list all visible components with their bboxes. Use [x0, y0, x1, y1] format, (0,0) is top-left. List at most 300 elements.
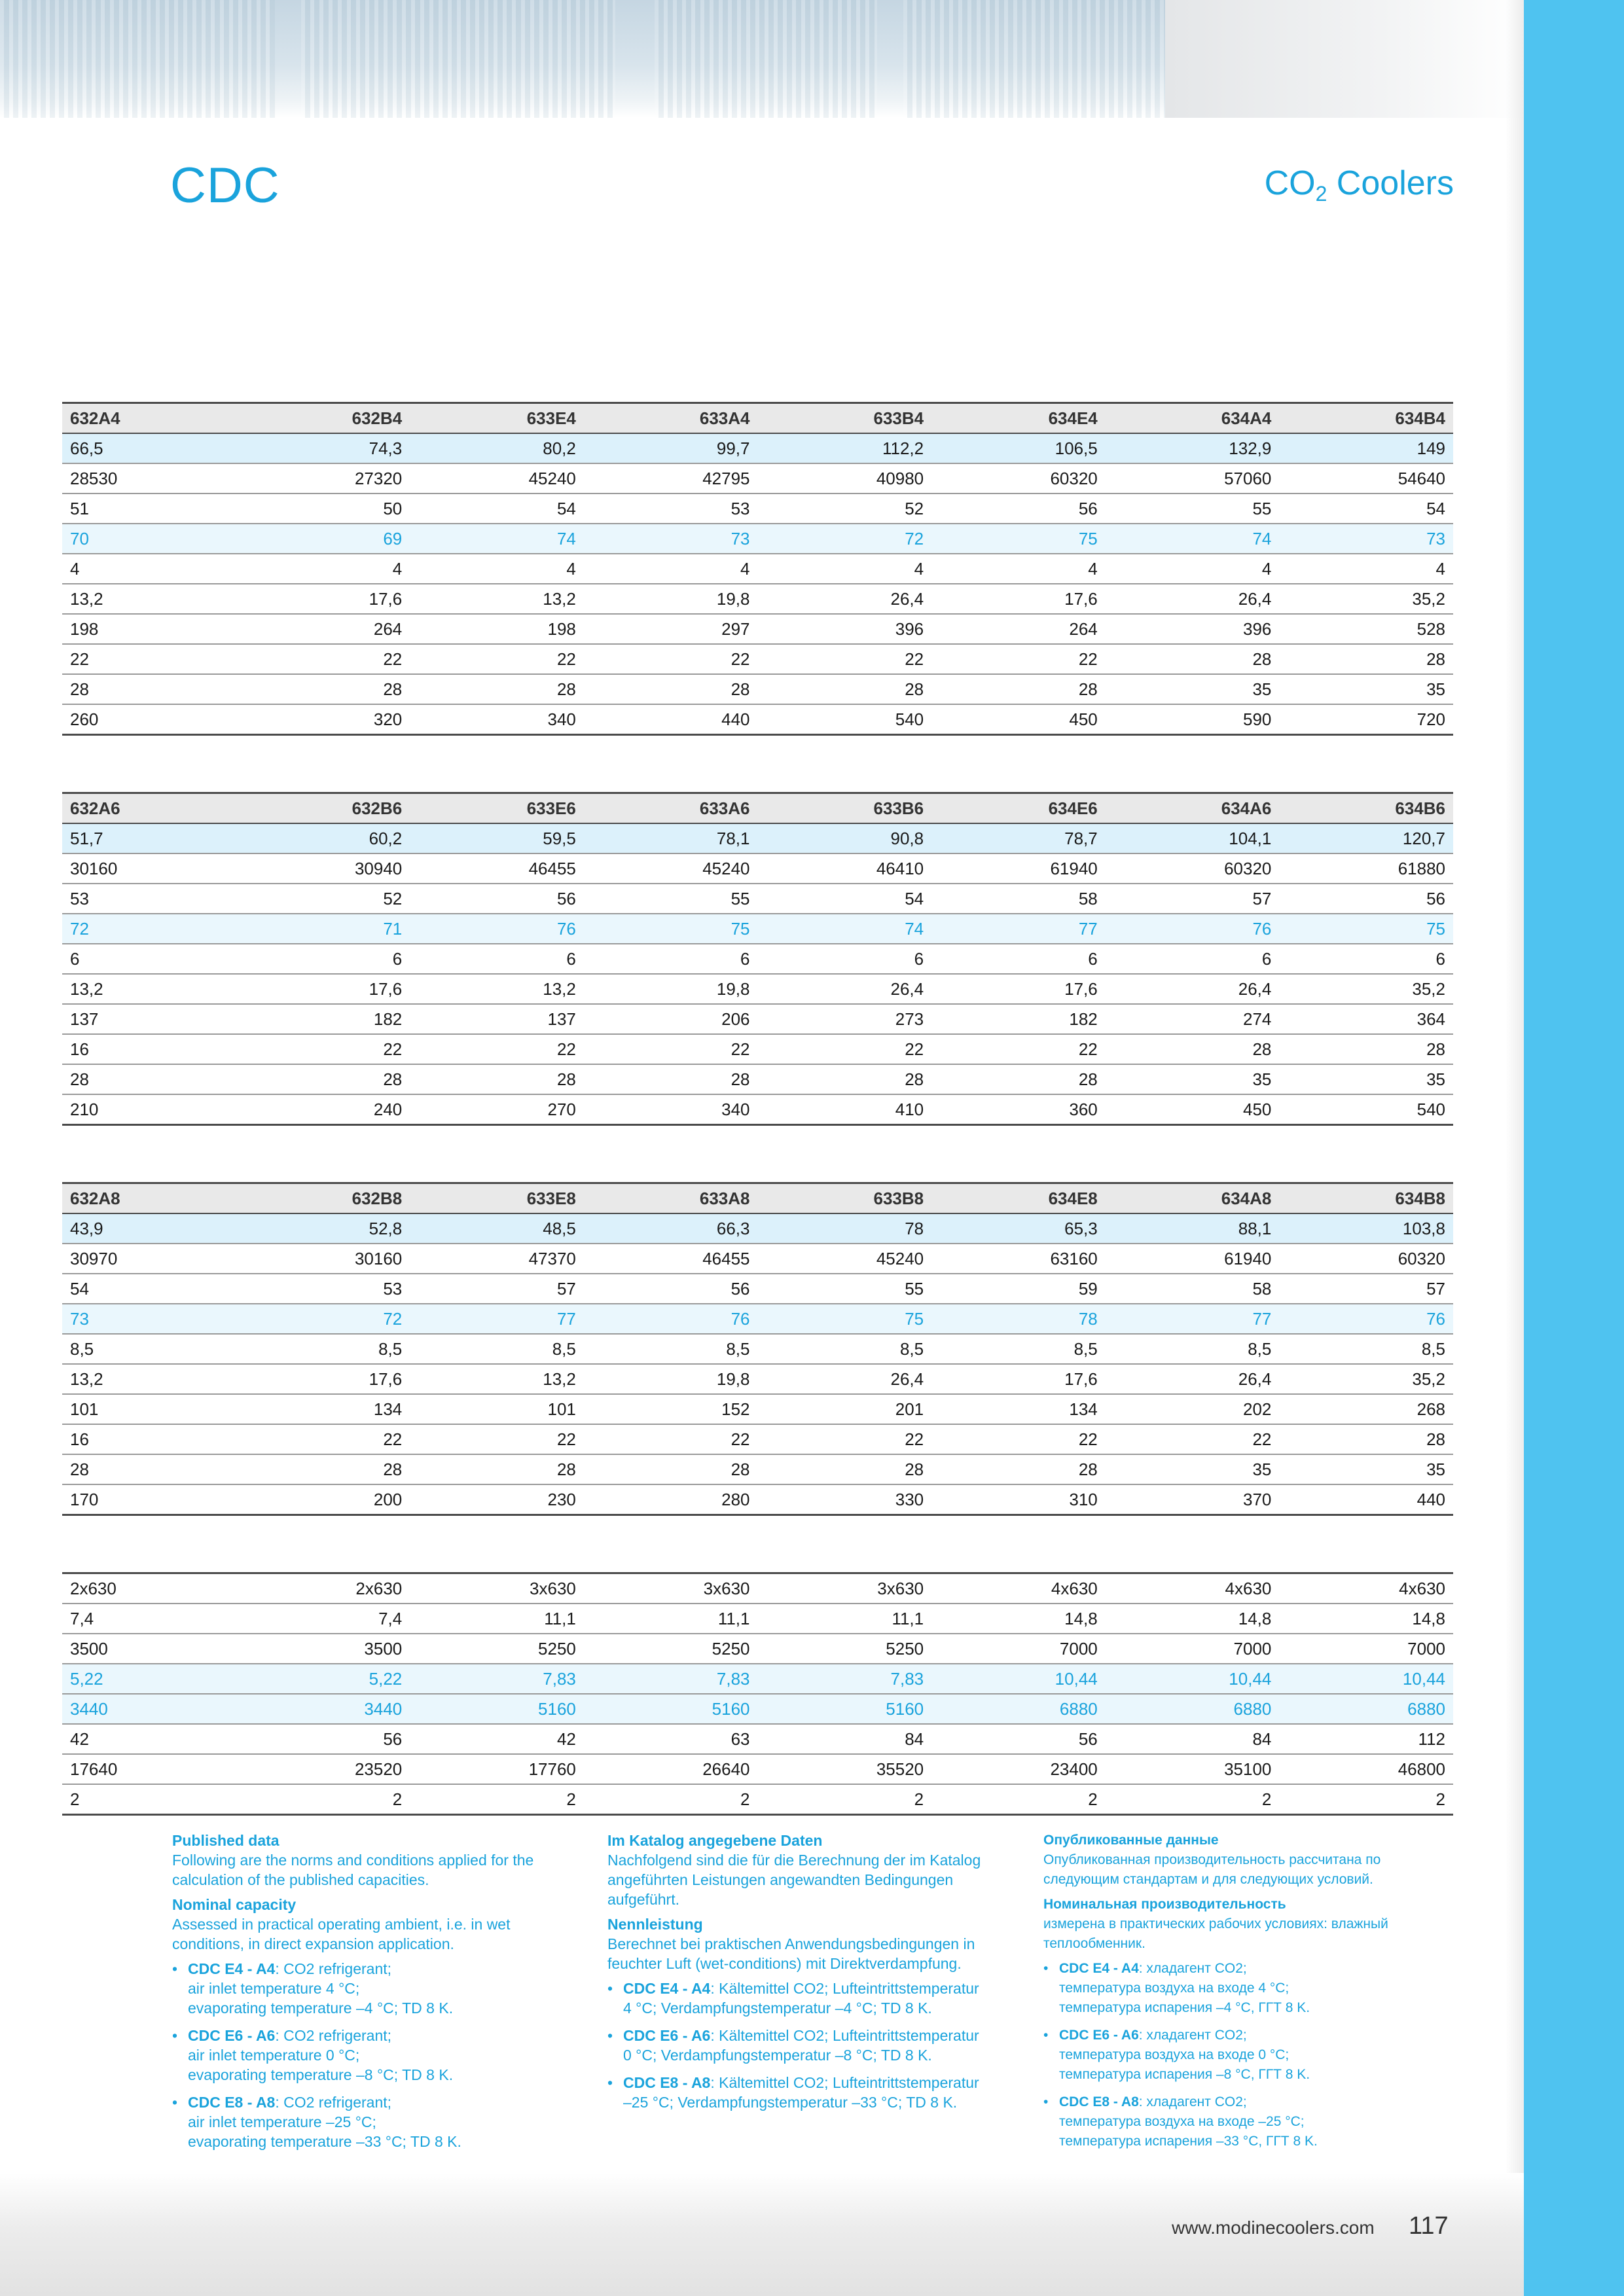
table-cell: 634B4	[1279, 403, 1453, 434]
notes-text: Following are the norms and conditions applied for the calculation of the published capacities.	[172, 1852, 534, 1888]
notes-russian	[1043, 1831, 1449, 2159]
table-cell: 10,44	[1106, 1664, 1280, 1694]
table-cell: 35	[1279, 1064, 1453, 1094]
right-side-band	[1524, 0, 1624, 2296]
table-cell: 74	[758, 914, 932, 944]
table-cell: 634A6	[1106, 793, 1280, 824]
header-photo-band	[0, 0, 1165, 118]
table-cell: 633B6	[758, 793, 932, 824]
header-photo-1	[0, 0, 275, 118]
table-cell: 633B8	[758, 1183, 932, 1214]
table-cell: 5250	[758, 1634, 932, 1664]
table-cell: 48,5	[410, 1213, 584, 1244]
table-cell: 78,1	[584, 823, 758, 853]
table-cell: 28	[758, 1454, 932, 1484]
notes-text: Nachfolgend sind die für die Berechnung der im Katalog angeführten Leistungen angewandten Bedingungen aufgeführt.	[607, 1852, 981, 1908]
table-cell: 450	[1106, 1094, 1280, 1125]
table-row	[62, 704, 1453, 735]
table-cell: 260	[62, 704, 236, 735]
table-cell: 101	[410, 1394, 584, 1424]
table-cell: 5160	[410, 1694, 584, 1724]
notes-item: • CDC E6 - A6: Kältemittel CO2; Lufteintrittstemperatur 0 °C; Verdampfungstemperatur –8 °C; TD 8 K.	[607, 2026, 1013, 2065]
right-band-shadow	[1506, 0, 1524, 2296]
table-cell: 57060	[1106, 463, 1280, 493]
table-cell: 634E4	[931, 403, 1106, 434]
table-cell: 28530	[62, 463, 236, 493]
table-cell: 2	[584, 1784, 758, 1815]
table-cell: 61940	[931, 853, 1106, 884]
table-cell: 634B8	[1279, 1183, 1453, 1214]
table-cell: 5250	[584, 1634, 758, 1664]
table-cell: 42	[62, 1724, 236, 1754]
table-cell: 340	[410, 704, 584, 735]
table-cell: 440	[584, 704, 758, 735]
table-cell: 8,5	[584, 1334, 758, 1364]
table-cell: 590	[1106, 704, 1280, 735]
table-cell: 528	[1279, 614, 1453, 644]
table-row	[62, 884, 1453, 914]
table-cell: 132,9	[1106, 433, 1280, 463]
table-cell: 22	[931, 644, 1106, 674]
table-cell: 149	[1279, 433, 1453, 463]
table-cell: 14,8	[1279, 1604, 1453, 1634]
table-cell: 35	[1279, 674, 1453, 704]
table-cell: 3x630	[410, 1573, 584, 1604]
table-cell: 7000	[1279, 1634, 1453, 1664]
table-cell: 5160	[758, 1694, 932, 1724]
table-cell: 633A6	[584, 793, 758, 824]
table-cell: 63160	[931, 1244, 1106, 1274]
table-row	[62, 463, 1453, 493]
table-cell: 632A8	[62, 1183, 236, 1214]
notes-list	[1043, 1959, 1449, 2151]
table-cell: 46455	[584, 1244, 758, 1274]
table-cell: 46455	[410, 853, 584, 884]
table-cell: 17640	[62, 1754, 236, 1784]
table-cell: 4x630	[931, 1573, 1106, 1604]
table-row	[62, 853, 1453, 884]
table-cell: 106,5	[931, 433, 1106, 463]
table-cell: 370	[1106, 1484, 1280, 1515]
table-row	[62, 524, 1453, 554]
table-cell: 6	[236, 944, 410, 974]
table-cell: 28	[62, 1064, 236, 1094]
table-cell: 30160	[236, 1244, 410, 1274]
table-cell: 43,9	[62, 1213, 236, 1244]
table-cell: 6	[758, 944, 932, 974]
table-cell: 28	[1279, 1034, 1453, 1064]
table-cell: 14,8	[1106, 1604, 1280, 1634]
table-cell: 540	[1279, 1094, 1453, 1125]
footer-url[interactable]: www.modinecoolers.com	[1172, 2217, 1375, 2238]
table-cell: 28	[410, 1454, 584, 1484]
table-cell: 35	[1279, 1454, 1453, 1484]
table-cell: 22	[584, 1424, 758, 1454]
notes-item: • CDC E8 - A8: CO2 refrigerant; air inlet temperature –25 °C; evaporating temperature –33 °C; TD 8 K.	[172, 2092, 578, 2151]
table-cell: 76	[1279, 1304, 1453, 1334]
table-cell: 6	[410, 944, 584, 974]
table-row	[62, 674, 1453, 704]
table-cell: 73	[1279, 524, 1453, 554]
table-row	[62, 644, 1453, 674]
table-cell: 230	[410, 1484, 584, 1515]
table-cell: 14,8	[931, 1604, 1106, 1634]
table-cell: 360	[931, 1094, 1106, 1125]
table-cell: 4	[62, 554, 236, 584]
table-cell: 7,83	[410, 1664, 584, 1694]
table-cell: 76	[1106, 914, 1280, 944]
table-cell: 13,2	[62, 1364, 236, 1394]
table-cell: 134	[931, 1394, 1106, 1424]
table-cell: 13,2	[62, 584, 236, 614]
table-cell: 46800	[1279, 1754, 1453, 1784]
table-cell: 6880	[1106, 1694, 1280, 1724]
table-cell: 52	[236, 884, 410, 914]
notes-english	[172, 1831, 578, 2159]
notes-item: • CDC E8 - A8: хладагент CO2; температура воздуха на входе –25 °C; температура испарения –33 °C, ГГТ 8 K.	[1043, 2092, 1449, 2151]
table-cell: 2	[758, 1784, 932, 1815]
table-cell: 80,2	[410, 433, 584, 463]
table-row	[62, 1454, 1453, 1484]
header-photo-4	[903, 0, 1165, 118]
table-cell: 46410	[758, 853, 932, 884]
notes-german	[607, 1831, 1013, 2120]
table-cell: 72	[62, 914, 236, 944]
table-cell: 61880	[1279, 853, 1453, 884]
table-cell: 633E8	[410, 1183, 584, 1214]
table-cell: 3440	[62, 1694, 236, 1724]
table-cell: 26,4	[758, 584, 932, 614]
table-row	[62, 1784, 1453, 1815]
table-cell: 35,2	[1279, 1364, 1453, 1394]
table-cell: 634A4	[1106, 403, 1280, 434]
table-cell: 77	[410, 1304, 584, 1334]
table-row	[62, 1064, 1453, 1094]
table-cell: 28	[236, 1064, 410, 1094]
table-cell: 11,1	[758, 1604, 932, 1634]
table-cell: 4	[584, 554, 758, 584]
table-cell: 6	[1106, 944, 1280, 974]
table-cell: 4x630	[1279, 1573, 1453, 1604]
table-cell: 90,8	[758, 823, 932, 853]
table-cell: 182	[236, 1004, 410, 1034]
table-row	[62, 1634, 1453, 1664]
table-cell: 45240	[584, 853, 758, 884]
table-row	[62, 554, 1453, 584]
table-cell: 2	[1106, 1784, 1280, 1815]
table-cell: 297	[584, 614, 758, 644]
table-cell: 28	[236, 674, 410, 704]
table-cell: 26,4	[1106, 974, 1280, 1004]
table-header-row	[62, 793, 1453, 824]
table-cell: 45240	[410, 463, 584, 493]
table-cell: 633E4	[410, 403, 584, 434]
table-cell: 30970	[62, 1244, 236, 1274]
table-cell: 7,83	[758, 1664, 932, 1694]
table-cell: 35	[1106, 674, 1280, 704]
table-row	[62, 1094, 1453, 1125]
table-cell: 10,44	[931, 1664, 1106, 1694]
table-cell: 73	[62, 1304, 236, 1334]
table-cell: 103,8	[1279, 1213, 1453, 1244]
table-cell: 17,6	[931, 974, 1106, 1004]
table-cell: 280	[584, 1484, 758, 1515]
table-cell: 410	[758, 1094, 932, 1125]
table-cell: 42795	[584, 463, 758, 493]
table-row	[62, 1724, 1453, 1754]
table-row	[62, 974, 1453, 1004]
table-cell: 198	[62, 614, 236, 644]
table-cell: 65,3	[931, 1213, 1106, 1244]
table-cell: 58	[1106, 1274, 1280, 1304]
table-cell: 633B4	[758, 403, 932, 434]
table-cell: 5250	[410, 1634, 584, 1664]
table-cell: 59	[931, 1274, 1106, 1304]
table-cell: 450	[931, 704, 1106, 735]
table-cell: 61940	[1106, 1244, 1280, 1274]
table-row	[62, 614, 1453, 644]
table-cell: 8,5	[931, 1334, 1106, 1364]
table-row	[62, 1604, 1453, 1634]
table-row	[62, 1573, 1453, 1604]
table-cell: 320	[236, 704, 410, 735]
table-cell: 270	[410, 1094, 584, 1125]
table-row	[62, 823, 1453, 853]
table-cell: 63	[584, 1724, 758, 1754]
table-row	[62, 493, 1453, 524]
table-cell: 274	[1106, 1004, 1280, 1034]
table-cell: 77	[1106, 1304, 1280, 1334]
table-cell: 26,4	[1106, 1364, 1280, 1394]
notes-heading: Published data	[172, 1832, 280, 1849]
table-cell: 58	[931, 884, 1106, 914]
table-row	[62, 914, 1453, 944]
table-cell: 396	[1106, 614, 1280, 644]
table-cell: 26,4	[1106, 584, 1280, 614]
table-cell: 26,4	[758, 1364, 932, 1394]
table-row	[62, 1334, 1453, 1364]
table-cell: 22	[410, 1424, 584, 1454]
table-cell: 201	[758, 1394, 932, 1424]
table-cell: 2	[236, 1784, 410, 1815]
header-photo-2	[301, 0, 615, 118]
table-cell: 22	[62, 644, 236, 674]
table-cell: 35	[1106, 1064, 1280, 1094]
table-cell: 6	[62, 944, 236, 974]
notes-item: • CDC E8 - A8: Kältemittel CO2; Lufteintrittstemperatur –25 °C; Verdampfungstemperatur –33 °C; TD 8 K.	[607, 2073, 1013, 2112]
notes-heading: Номинальная производительность	[1043, 1897, 1286, 1912]
table-cell: 30940	[236, 853, 410, 884]
table-cell: 4	[1106, 554, 1280, 584]
notes-heading: Nominal capacity	[172, 1896, 297, 1913]
table-cell: 22	[931, 1424, 1106, 1454]
notes-item: • CDC E4 - A4: CO2 refrigerant; air inlet temperature 4 °C; evaporating temperature –4 °C; TD 8 K.	[172, 1959, 578, 2018]
table-cell: 137	[62, 1004, 236, 1034]
table-cell: 182	[931, 1004, 1106, 1034]
table-cell: 720	[1279, 704, 1453, 735]
table-cell: 4	[931, 554, 1106, 584]
table-cell: 35	[1106, 1454, 1280, 1484]
table-cell: 51	[62, 493, 236, 524]
table-cell: 6	[584, 944, 758, 974]
table-cell: 340	[584, 1094, 758, 1125]
table-cell: 120,7	[1279, 823, 1453, 853]
table-cell: 2	[1279, 1784, 1453, 1815]
table-cell: 54	[758, 884, 932, 914]
table-cell: 17,6	[236, 584, 410, 614]
table-cell: 53	[236, 1274, 410, 1304]
table-cell: 28	[62, 1454, 236, 1484]
table-cell: 56	[931, 1724, 1106, 1754]
table-cell: 104,1	[1106, 823, 1280, 853]
table-row	[62, 1664, 1453, 1694]
table-cell: 22	[410, 644, 584, 674]
table-row	[62, 1213, 1453, 1244]
table-cell: 75	[1279, 914, 1453, 944]
table-cell: 75	[758, 1304, 932, 1334]
table-cell: 35100	[1106, 1754, 1280, 1784]
table-cell: 28	[1106, 644, 1280, 674]
notes-text: измерена в практических рабочих условиях: влажный теплообменник.	[1043, 1916, 1388, 1951]
table-cell: 28	[584, 1454, 758, 1484]
notes-list	[172, 1959, 578, 2151]
table-cell: 69	[236, 524, 410, 554]
table-cell: 28	[931, 1064, 1106, 1094]
table-cell: 13,2	[410, 974, 584, 1004]
table-cell: 6	[1279, 944, 1453, 974]
table-cell: 76	[584, 1304, 758, 1334]
table-cell: 19,8	[584, 1364, 758, 1394]
table-cell: 16	[62, 1424, 236, 1454]
page-number: 117	[1409, 2212, 1449, 2240]
table-cell: 66,5	[62, 433, 236, 463]
table-cell: 198	[410, 614, 584, 644]
table-cell: 66,3	[584, 1213, 758, 1244]
notes-text: Assessed in practical operating ambient, i.e. in wet conditions, in direct expansion application.	[172, 1916, 511, 1952]
table-cell: 3440	[236, 1694, 410, 1724]
table-cell: 28	[584, 674, 758, 704]
table-cell: 17,6	[931, 584, 1106, 614]
header-fade	[1165, 0, 1525, 118]
table-cell: 5160	[584, 1694, 758, 1724]
table-cell: 28	[62, 674, 236, 704]
table-cell: 364	[1279, 1004, 1453, 1034]
notes-item: • CDC E4 - A4: хладагент CO2; температура воздуха на входе 4 °C; температура испарения –4 °C, ГГТ 8 K.	[1043, 1959, 1449, 2018]
table-cell: 13,2	[410, 584, 584, 614]
table-cell: 74	[1106, 524, 1280, 554]
table-cell: 26640	[584, 1754, 758, 1784]
table-cell: 3x630	[584, 1573, 758, 1604]
table-cell: 2x630	[236, 1573, 410, 1604]
table-cell: 35520	[758, 1754, 932, 1784]
table-header-row	[62, 1183, 1453, 1214]
table-cell: 137	[410, 1004, 584, 1034]
table-cell: 4	[410, 554, 584, 584]
table-cell: 26,4	[758, 974, 932, 1004]
table-cell: 28	[584, 1064, 758, 1094]
table-cell: 2	[62, 1784, 236, 1815]
table-cell: 22	[236, 1034, 410, 1064]
table-cell: 152	[584, 1394, 758, 1424]
table-cell: 7000	[931, 1634, 1106, 1664]
table-cell: 22	[410, 1034, 584, 1064]
table-cell: 240	[236, 1094, 410, 1125]
page-title: CDC	[170, 158, 280, 213]
table-row	[62, 1274, 1453, 1304]
table-cell: 56	[410, 884, 584, 914]
table-cell: 52	[758, 493, 932, 524]
spec-table-a8	[62, 1182, 1453, 1516]
table-row	[62, 1424, 1453, 1454]
table-cell: 22	[758, 1034, 932, 1064]
table-cell: 53	[62, 884, 236, 914]
table-row	[62, 1304, 1453, 1334]
table-cell: 28	[931, 674, 1106, 704]
table-cell: 6880	[931, 1694, 1106, 1724]
table-cell: 134	[236, 1394, 410, 1424]
table-cell: 206	[584, 1004, 758, 1034]
table-cell: 2x630	[62, 1573, 236, 1604]
section-title: $CO_2$ Coolers	[1264, 164, 1454, 206]
table-header-row	[62, 403, 1453, 434]
table-cell: 60320	[1106, 853, 1280, 884]
table-cell: 28	[1279, 644, 1453, 674]
notes-list	[607, 1979, 1013, 2112]
table-cell: 13,2	[410, 1364, 584, 1394]
table-cell: 72	[758, 524, 932, 554]
table-cell: 54640	[1279, 463, 1453, 493]
table-cell: 22	[236, 1424, 410, 1454]
table-cell: 55	[1106, 493, 1280, 524]
notes-heading: Im Katalog angegebene Daten	[607, 1832, 823, 1849]
table-cell: 2	[410, 1784, 584, 1815]
table-cell: 634B6	[1279, 793, 1453, 824]
table-cell: 57	[1279, 1274, 1453, 1304]
table-cell: 13,2	[62, 974, 236, 1004]
table-row	[62, 1394, 1453, 1424]
table-cell: 16	[62, 1034, 236, 1064]
table-cell: 54	[62, 1274, 236, 1304]
table-cell: 8,5	[62, 1334, 236, 1364]
spec-table-a6	[62, 792, 1453, 1126]
table-cell: 22	[758, 1424, 932, 1454]
table-cell: 268	[1279, 1394, 1453, 1424]
table-cell: 4x630	[1106, 1573, 1280, 1604]
table-row	[62, 1754, 1453, 1784]
table-cell: 440	[1279, 1484, 1453, 1515]
table-cell: 70	[62, 524, 236, 554]
table-cell: 264	[236, 614, 410, 644]
table-cell: 99,7	[584, 433, 758, 463]
table-cell: 17760	[410, 1754, 584, 1784]
table-cell: 27320	[236, 463, 410, 493]
table-cell: 57	[410, 1274, 584, 1304]
table-cell: 170	[62, 1484, 236, 1515]
table-cell: 77	[931, 914, 1106, 944]
table-cell: 35,2	[1279, 974, 1453, 1004]
table-cell: 632A6	[62, 793, 236, 824]
table-cell: 75	[584, 914, 758, 944]
table-cell: 60320	[1279, 1244, 1453, 1274]
table-cell: 57	[1106, 884, 1280, 914]
table-cell: 22	[584, 644, 758, 674]
table-cell: 19,8	[584, 974, 758, 1004]
table-cell: 84	[758, 1724, 932, 1754]
table-cell: 78	[758, 1213, 932, 1244]
table-cell: 84	[1106, 1724, 1280, 1754]
table-cell: 8,5	[410, 1334, 584, 1364]
table-cell: 75	[931, 524, 1106, 554]
